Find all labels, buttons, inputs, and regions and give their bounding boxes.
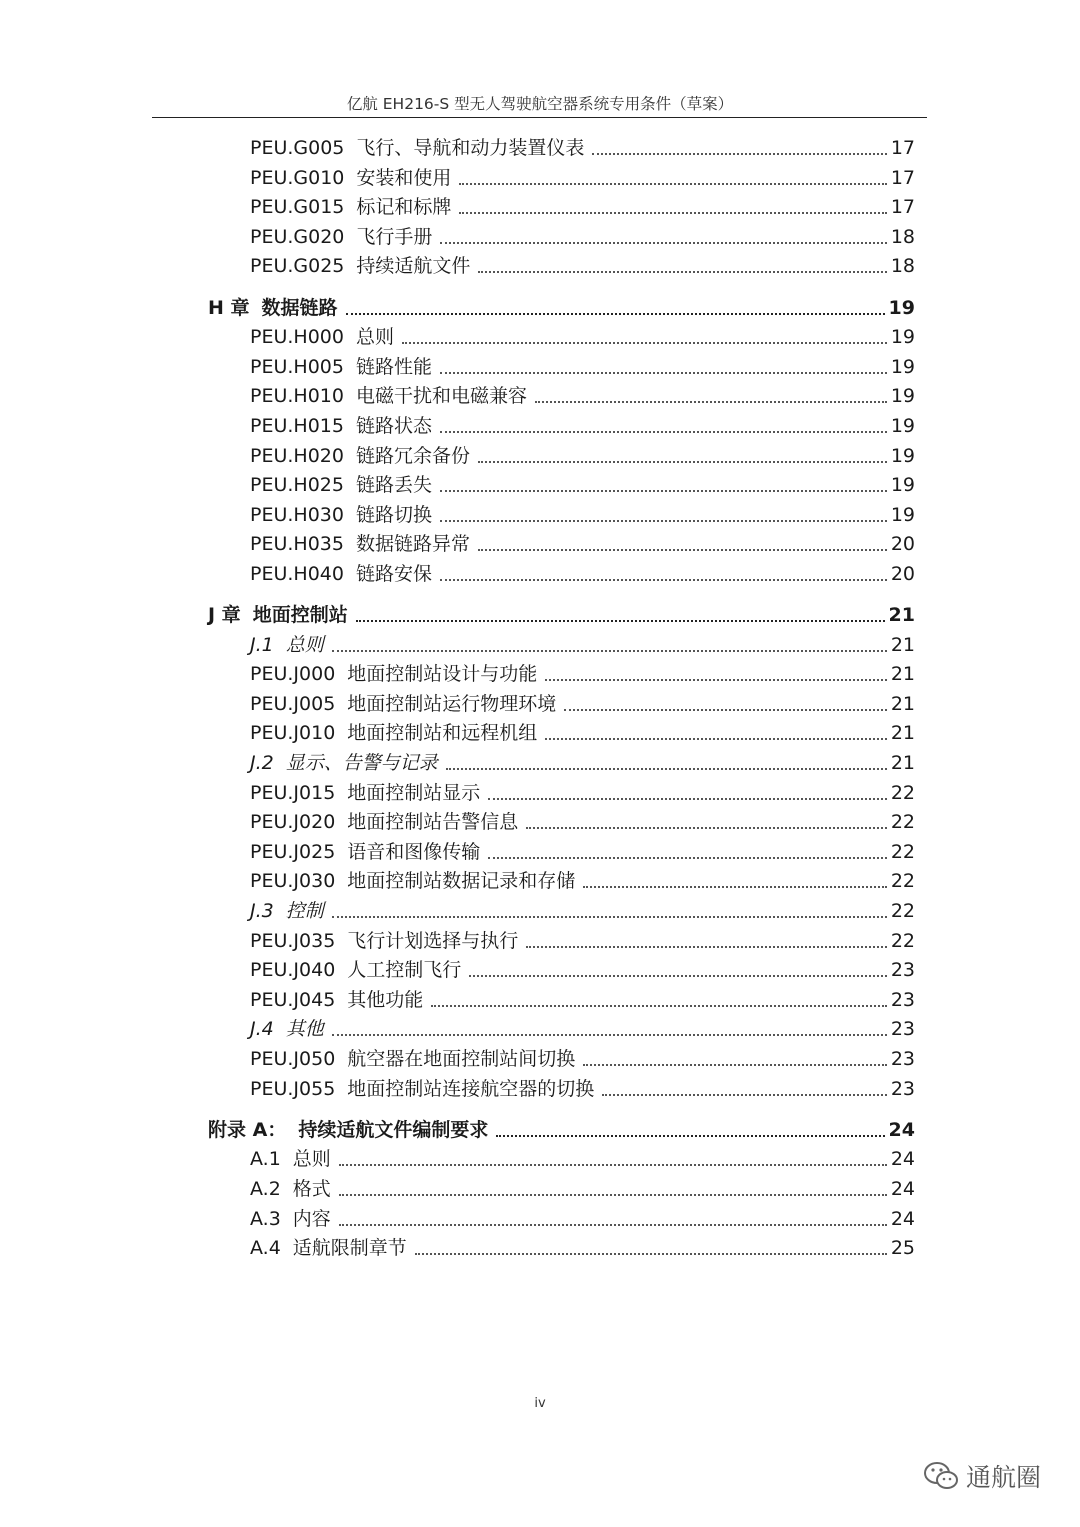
toc-entry-label [250,1208,331,1230]
dot-leader [459,212,886,214]
toc-entry-code: PEU.H030 [250,504,344,526]
dot-leader [459,183,886,185]
watermark [922,1458,1041,1494]
toc-entry-page: 23 [890,959,915,981]
toc-entry[interactable] [250,659,915,685]
toc-entry-title: 地面控制站 [252,604,348,626]
toc-entry-title: 飞行计划选择与执行 [347,930,519,952]
toc-chapter-entry[interactable] [208,600,915,626]
toc-entry-title: 链路切换 [355,504,432,526]
toc-entry-label [250,196,451,218]
toc-entry-label [250,1148,331,1170]
toc-entry-title: 安装和使用 [356,167,452,189]
toc-entry-code: PEU.H040 [250,563,344,585]
toc-entry-page: 21 [890,634,915,656]
dot-leader [526,827,887,829]
toc-entry-title: 地面控制站告警信息 [347,811,519,833]
toc-entry-code: PEU.J015 [250,782,336,804]
toc-entry-label [250,782,480,804]
toc-entry-label [250,385,527,407]
toc-entry-label [250,1178,331,1200]
dot-leader [339,1164,887,1166]
toc-entry-code: PEU.J025 [250,841,336,863]
toc-entry-page: 23 [890,989,915,1011]
toc-entry-code: J.3 [250,900,274,922]
toc-entry-label [250,226,432,248]
toc-entry-label [208,297,338,319]
toc-entry-title: 持续适航文件编制要求 [298,1119,489,1141]
toc-entry-code: PEU.J005 [250,693,336,715]
toc-entry-code: PEU.H005 [250,356,344,378]
toc-entry-code: PEU.H010 [250,385,344,407]
toc-entry-page: 23 [890,1048,915,1070]
toc-entry[interactable] [250,251,915,277]
dot-leader [332,650,887,652]
dot-leader [535,401,887,403]
toc-entry-code: A.2 [250,1178,281,1200]
toc-entry-title: 控制 [285,900,324,922]
toc-entry-title: 链路冗余备份 [355,445,470,467]
toc-entry-title: 链路丢失 [355,474,432,496]
toc-entry-page: 21 [888,604,915,626]
toc-entry[interactable] [250,778,915,804]
toc-entry-code: PEU.G010 [250,167,345,189]
toc-entry-page: 19 [890,356,915,378]
toc-entry-label [250,959,461,981]
dot-leader [332,1034,887,1036]
dot-leader [431,1005,887,1007]
toc-entry-label [250,167,451,189]
toc-entry-title: 地面控制站数据记录和存储 [347,870,576,892]
toc-entry-page: 22 [890,841,915,863]
toc-entry[interactable] [250,352,915,378]
toc-entry-page: 24 [890,1178,915,1200]
toc-entry-label [250,900,324,922]
toc-entry-label [250,752,438,774]
toc-entry-page: 19 [890,385,915,407]
dot-leader [440,579,887,581]
toc-entry[interactable] [250,381,915,407]
toc-entry-title: 数据链路 [261,297,338,319]
running-header: 亿航 EH216-S 型无人驾驶航空器系统专用条件（草案） [346,95,734,113]
toc-entry-page: 25 [890,1237,915,1259]
toc-entry-code: J 章 [208,604,241,626]
toc-entry[interactable] [250,837,915,863]
toc-entry-page: 18 [890,255,915,277]
toc-entry-label [250,563,432,585]
dot-leader [478,271,886,273]
toc-entry-page: 19 [890,415,915,437]
toc-entry-title: 总则 [292,1148,331,1170]
dot-leader [592,153,886,155]
toc-entry-code: PEU.G005 [250,137,345,159]
dot-leader [346,313,885,315]
dot-leader [415,1253,887,1255]
toc-entry-label [250,841,480,863]
dot-leader [488,857,887,859]
toc-entry-label [250,1237,407,1259]
toc-entry-label [250,326,394,348]
toc-entry-code: H 章 [208,297,250,319]
toc-entry[interactable] [250,559,915,585]
toc-entry-code: A.4 [250,1237,281,1259]
toc-entry-code: PEU.H035 [250,533,344,555]
toc-entry[interactable] [250,192,915,218]
toc-entry-label [250,474,432,496]
toc-entry-title: 其他功能 [347,989,424,1011]
toc-entry-label [250,663,537,685]
toc-entry[interactable] [250,163,915,189]
toc-entry-code: PEU.J050 [250,1048,336,1070]
toc-entry-code: PEU.J020 [250,811,336,833]
wechat-icon [922,1459,960,1493]
toc-entry[interactable] [250,926,915,952]
toc-entry-label [250,445,470,467]
toc-entry[interactable] [250,529,915,555]
toc-entry-page: 17 [890,196,915,218]
dot-leader [339,1224,887,1226]
toc-entry-label [250,722,537,744]
dot-leader [332,916,887,918]
toc-entry-title: 链路性能 [355,356,432,378]
toc-entry-page: 23 [890,1078,915,1100]
toc-entry-page: 19 [890,326,915,348]
toc-entry-code: PEU.G020 [250,226,345,248]
toc-entry-page: 22 [890,811,915,833]
toc-entry-page: 24 [888,1119,915,1141]
dot-leader [440,520,887,522]
toc-entry-title: 飞行手册 [356,226,433,248]
toc-entry[interactable] [250,411,915,437]
toc-entry-code: J.2 [250,752,274,774]
toc-entry-title: 飞行、导航和动力装置仪表 [356,137,585,159]
dot-leader [545,679,887,681]
toc-entry[interactable] [250,1014,915,1040]
dot-leader [339,1194,887,1196]
toc-entry-code: PEU.H015 [250,415,344,437]
toc-entry-title: 总则 [355,326,394,348]
toc-entry-label [250,870,575,892]
toc-entry-code: A.1 [250,1148,281,1170]
toc-entry-page: 19 [888,297,915,319]
toc-entry-title: 地面控制站设计与功能 [347,663,538,685]
toc-entry-page: 21 [890,752,915,774]
toc-entry-code: A.3 [250,1208,281,1230]
toc-entry-page: 22 [890,900,915,922]
toc-entry-code: PEU.J030 [250,870,336,892]
toc-entry-title: 链路状态 [355,415,432,437]
toc-entry-title: 适航限制章节 [292,1237,407,1259]
toc-entry-title: 标记和标牌 [356,196,452,218]
toc-entry-page: 17 [890,137,915,159]
toc-entry-code: PEU.G015 [250,196,345,218]
toc-entry-code: PEU.J040 [250,959,336,981]
dot-leader [440,490,887,492]
toc-entry[interactable] [250,1074,915,1100]
toc-entry-title: 地面控制站显示 [347,782,481,804]
toc-entry-label [250,504,432,526]
toc-entry-title: 数据链路异常 [355,533,470,555]
toc-entry[interactable] [250,470,915,496]
toc-entry-title: 其他 [285,1018,324,1040]
toc-entry-title: 显示、告警与记录 [285,752,438,774]
toc-entry[interactable] [250,896,915,922]
dot-leader [526,946,887,948]
toc-entry-page: 19 [890,474,915,496]
toc-entry[interactable] [250,500,915,526]
toc-entry-title: 总则 [285,634,324,656]
toc-entry-code: PEU.J000 [250,663,336,685]
toc-entry-label [250,415,432,437]
toc-entry-page: 20 [890,533,915,555]
toc-entry[interactable] [250,1204,915,1230]
dot-leader [583,1064,887,1066]
dot-leader [564,709,887,711]
toc-entry-label [208,604,348,626]
toc-entry[interactable] [250,866,915,892]
dot-leader [545,738,887,740]
toc-entry-code: PEU.J035 [250,930,336,952]
toc-entry-label [250,255,470,277]
toc-entry-code: J.4 [250,1018,274,1040]
dot-leader [440,372,887,374]
toc-entry-code: PEU.J010 [250,722,336,744]
toc-chapter-entry[interactable] [208,1115,915,1141]
toc-entry-code: 附录 A： [208,1119,287,1141]
toc-entry-title: 持续适航文件 [356,255,471,277]
toc-entry-code: PEU.J045 [250,989,336,1011]
toc-entry-label [208,1119,488,1141]
toc-entry-label [250,1078,594,1100]
toc-entry[interactable] [250,630,915,656]
toc-entry-title: 地面控制站和远程机组 [347,722,538,744]
dot-leader [583,886,887,888]
toc-entry[interactable] [250,1174,915,1200]
toc-entry-label [250,634,324,656]
dot-leader [478,461,887,463]
watermark-text: 通航圈 [966,1463,1042,1492]
toc-entry-code: J.1 [250,634,274,656]
toc-entry-page: 22 [890,870,915,892]
toc-entry-label [250,989,423,1011]
toc-entry-title: 地面控制站连接航空器的切换 [347,1078,595,1100]
dot-leader [602,1094,887,1096]
toc-entry-page: 21 [890,693,915,715]
toc-entry-page: 17 [890,167,915,189]
toc-entry-code: PEU.J055 [250,1078,336,1100]
toc-entry-title: 人工控制飞行 [347,959,462,981]
toc-entry[interactable] [250,748,915,774]
toc-entry-page: 22 [890,782,915,804]
toc-entry[interactable] [250,955,915,981]
dot-leader [469,975,887,977]
dot-leader [488,798,887,800]
toc-entry-page: 21 [890,663,915,685]
toc-entry[interactable] [250,689,915,715]
toc-entry[interactable] [250,718,915,744]
dot-leader [446,768,887,770]
toc-entry-code: PEU.H000 [250,326,344,348]
toc-entry-label [250,1018,324,1040]
toc-entry-title: 航空器在地面控制站间切换 [347,1048,576,1070]
toc-entry-title: 地面控制站运行物理环境 [347,693,557,715]
toc-entry-title: 链路安保 [355,563,432,585]
toc-entry-title: 电磁干扰和电磁兼容 [355,385,527,407]
page-number: iv [534,1396,546,1411]
toc-entry[interactable] [250,1144,915,1170]
toc-entry-title: 格式 [292,1178,331,1200]
toc-entry-label [250,811,518,833]
dot-leader [496,1135,884,1137]
toc-entry[interactable] [250,807,915,833]
toc-entry-page: 22 [890,930,915,952]
toc-entry-title: 内容 [292,1208,331,1230]
dot-leader [356,620,885,622]
toc-entry-page: 21 [890,722,915,744]
toc-entry[interactable] [250,985,915,1011]
toc-entry-page: 23 [890,1018,915,1040]
toc-entry-code: PEU.H020 [250,445,344,467]
toc-entry-page: 19 [890,445,915,467]
toc-entry-label [250,1048,575,1070]
dot-leader [440,242,886,244]
toc-entry-page: 18 [890,226,915,248]
toc-entry-code: PEU.H025 [250,474,344,496]
toc-entry[interactable] [250,441,915,467]
dot-leader [440,431,887,433]
toc-entry[interactable] [250,1044,915,1070]
dot-leader [402,342,887,344]
toc-entry-label [250,356,432,378]
dot-leader [478,549,887,551]
toc-entry[interactable] [250,322,915,348]
toc-entry-label [250,533,470,555]
toc-entry-label [250,930,518,952]
toc-entry[interactable] [250,222,915,248]
toc-entry-code: PEU.G025 [250,255,345,277]
toc-entry-label [250,137,584,159]
toc-entry-page: 20 [890,563,915,585]
toc-entry[interactable] [250,133,915,159]
toc-chapter-entry[interactable] [208,293,915,319]
toc-entry-page: 24 [890,1148,915,1170]
toc-entry-label [250,693,556,715]
toc-entry-title: 语音和图像传输 [347,841,481,863]
toc-entry-page: 19 [890,504,915,526]
toc-entry-page: 24 [890,1208,915,1230]
toc-entry[interactable] [250,1233,915,1259]
